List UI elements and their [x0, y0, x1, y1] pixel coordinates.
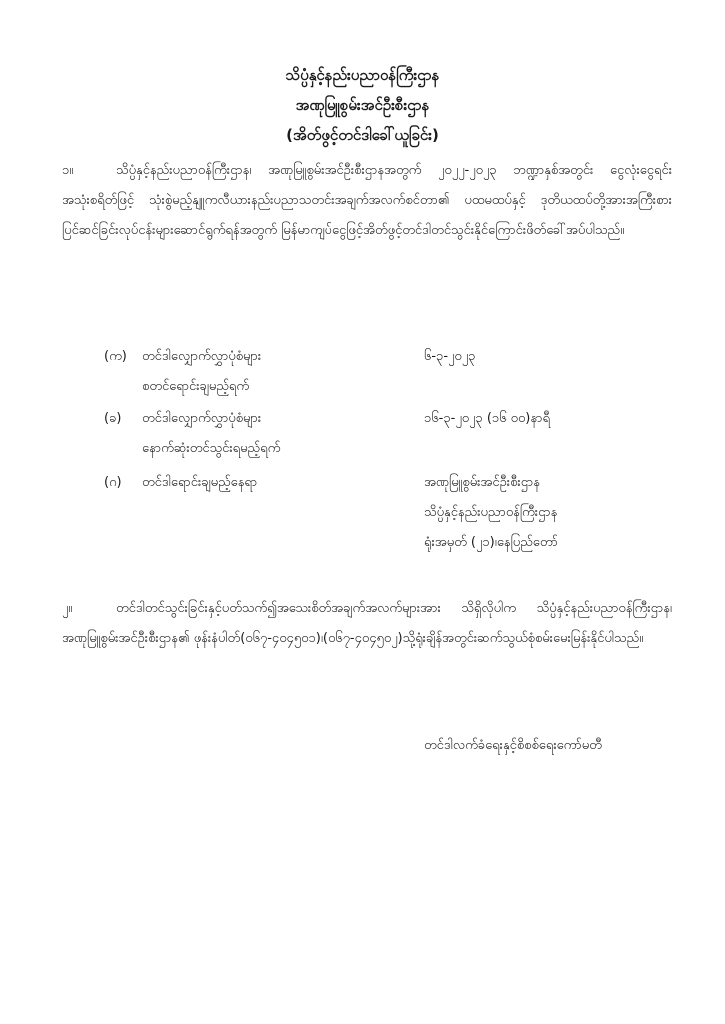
- paragraph-2-text: တင်ဒါတင်သွင်းခြင်းနှင့်ပတ်သက်၍အသေးစိတ်အချက်အလက်များအား သိရှိလိုပါက သိပ္ပံနှင့်နည်းပညာဝန်ကြီးဌာန၊ အဏုမြူစွမ်းအင်ဦးစီးဌာန၏ ဖုန်းနံပါတ်(၀၆၇-၄၀၄၅၀၁)၊(၀၆၇-၄၀၄၅၀၂)သို့ရုံးချိန်အတွင်းဆက်သွယ်စုံစမ်းမေးမြန်းနိုင်ပါသည်။: [62, 601, 672, 646]
- ministry-title: သိပ္ပံနှင့်နည်းပညာဝန်ကြီးဌာန: [285, 66, 440, 84]
- committee-signature: တင်ဒါလက်ခံရေးနှင့်စိစစ်ရေးကော်မတီ: [424, 738, 602, 753]
- schedule-b-name-line2: နောက်ဆုံးတင်သွင်းရမည့်ရက်: [142, 441, 281, 456]
- schedule-c-value: [424, 468, 684, 558]
- schedule-a-name-line2: စတင်ရောင်းချမည့်ရက်: [142, 379, 250, 394]
- schedule-c-value-line3: ရုံးအမှတ် (၂၁)၊နေပြည်တော်: [424, 535, 558, 550]
- department-title: အဏုမြူစွမ်းအင်ဦးစီးဌာန: [295, 96, 430, 114]
- paragraph-1-text: သိပ္ပံနှင့်နည်းပညာဝန်ကြီးဌာန၊ အဏုမြူစွမ်းအင်ဦးစီးဌာနအတွက် ၂၀၂၂-၂၀၂၃ ဘဏ္ဍာနှစ်အတွင်း ငွေလုံးငွေရင်းအသုံးစရိတ်ဖြင့် သုံးစွဲမည့်နျူကလီယားနည်းပညာသတင်းအချက်အလက်စင်တာ၏ ပထမထပ်နှင့် ဒုတိယထပ်တို့အားအကြီးစားပြင်ဆင်ခြင်းလုပ်ငန်းများဆောင်ရွက်ရန်အတွက် မြန်မာကျပ်ငွေဖြင့်အိတ်ဖွင့်တင်ဒါတင်သွင်းနိုင်ကြောင်းဖိတ်ခေါ်အပ်ပါသည်။: [62, 163, 672, 238]
- paragraph-1: [62, 156, 672, 246]
- schedule-a-value: ၆-၃-၂၀၂၃: [424, 349, 476, 364]
- notice-title: (အိတ်ဖွင့်တင်ဒါခေါ်ယူခြင်း): [286, 126, 439, 144]
- schedule-c-name: တင်ဒါရောင်းချမည့်နေရာ: [142, 475, 258, 490]
- schedule-b-name: [142, 404, 412, 464]
- schedule-a-label: (က): [104, 349, 127, 364]
- schedule-b-value: ၁၆-၃-၂၀၂၃ (၁၆ ၀၀)နာရီ: [424, 411, 550, 426]
- paragraph-2: [62, 594, 672, 654]
- schedule-c-value-line2: သိပ္ပံနှင့်နည်းပညာဝန်ကြီးဌာန: [424, 505, 558, 520]
- schedule-c-value-line1: အဏုမြူစွမ်းအင်ဦးစီးဌာန: [424, 475, 540, 490]
- paragraph-1-number: ၁။: [62, 163, 74, 178]
- schedule-b-label: (ခ): [104, 411, 122, 426]
- schedule-b-name-line1: တင်ဒါလျှောက်လွှာပုံစံများ: [142, 411, 262, 426]
- paragraph-2-number: ၂။: [62, 601, 73, 616]
- schedule-a-name: [142, 342, 412, 402]
- schedule-a-name-line1: တင်ဒါလျှောက်လွှာပုံစံများ: [142, 349, 262, 364]
- schedule-c-label: (ဂ): [104, 475, 122, 490]
